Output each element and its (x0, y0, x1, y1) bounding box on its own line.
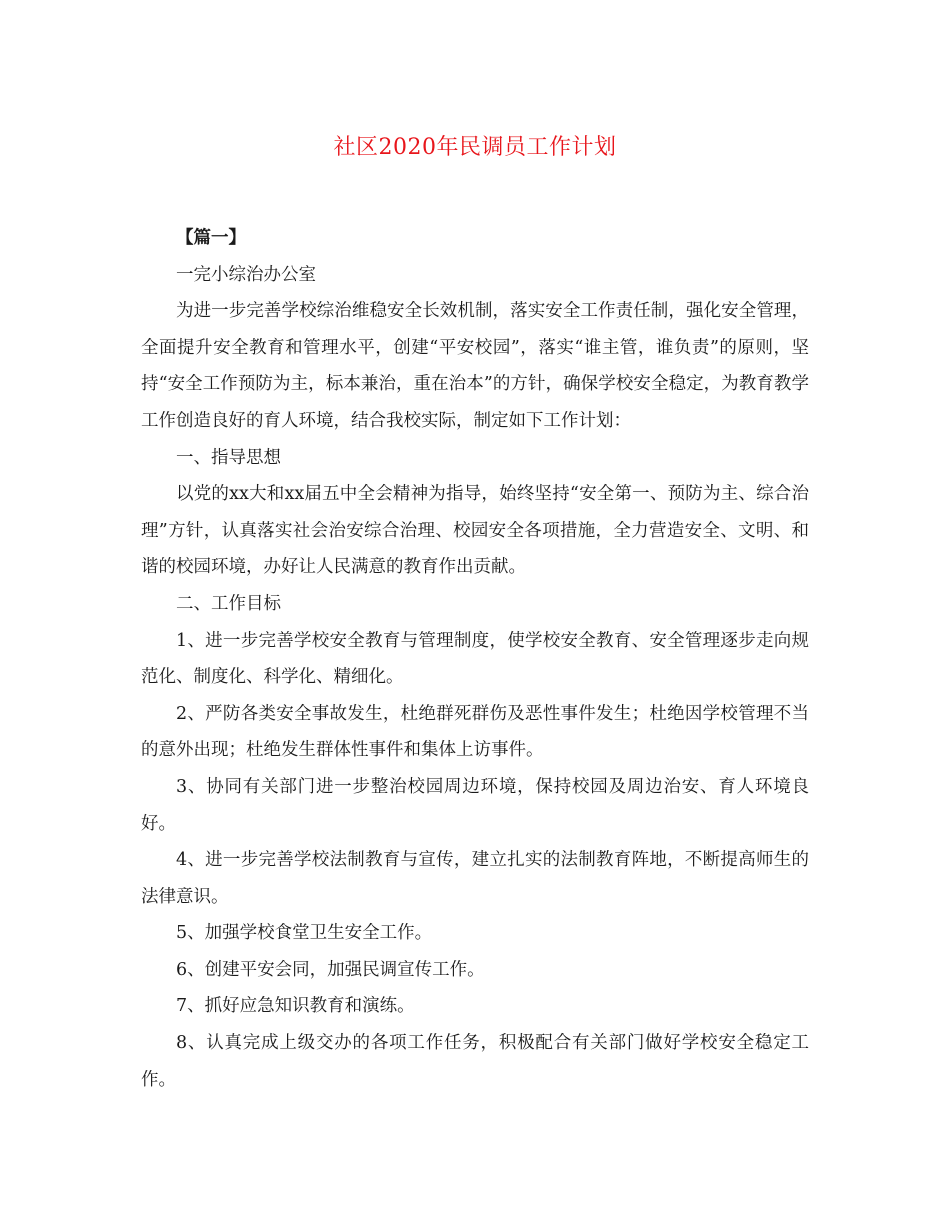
goal-item: 6、创建平安会同，加强民调宣传工作。 (176, 959, 485, 980)
document-body (141, 220, 809, 1098)
heading-guiding-thought: 一、指导思想 (176, 447, 281, 468)
goal-item: 5、加强学校食堂卫生安全工作。 (176, 923, 433, 944)
goal-item: 2、严防各类安全事故发生，杜绝群死群伤及恶性事件发生；杜绝因学校管理不当的意外出现；杜绝发生群体性事件和集体上访事件。 (141, 703, 809, 761)
unit-name: 一完小综治办公室 (176, 264, 316, 285)
document-title: 社区2020年民调员工作计划 (333, 135, 617, 160)
heading-work-goals: 二、工作目标 (176, 593, 281, 614)
goal-item: 7、抓好应急知识教育和演练。 (176, 996, 415, 1017)
section-label: 【篇一】 (176, 228, 246, 248)
goal-item: 8、认真完成上级交办的各项工作任务，积极配合有关部门做好学校安全稳定工作。 (141, 1033, 809, 1090)
goal-item: 4、进一步完善学校法制教育与宣传，建立扎实的法制教育阵地，不断提高师生的法律意识。 (141, 850, 809, 907)
guiding-paragraph: 以党的xx大和xx届五中全会精神为指导，始终坚持“安全第一、预防为主、综合治理”方针，认真落实社会治安综合治理、校园安全各项措施，全力营造安全、文明、和谐的校园环境，办好让人民满意的教育作出贡献。 (141, 484, 809, 578)
intro-paragraph: 为进一步完善学校综治维稳安全长效机制，落实安全工作责任制，强化安全管理，全面提升安全教育和管理水平，创建“平安校园”，落实“谁主管，谁负责”的原则，坚持“安全工作预防为主，标本兼治，重在治本”的方针，确保学校安全稳定，为教育教学工作创造良好的育人环境，结合我校实际，制定如下工作计划： (141, 301, 809, 431)
goal-item: 1、进一步完善学校安全教育与管理制度，使学校安全教育、安全管理逐步走向规范化、制度化、科学化、精细化。 (141, 630, 809, 688)
goal-item: 3、协同有关部门进一步整治校园周边环境，保持校园及周边治安、育人环境良好。 (141, 776, 809, 834)
